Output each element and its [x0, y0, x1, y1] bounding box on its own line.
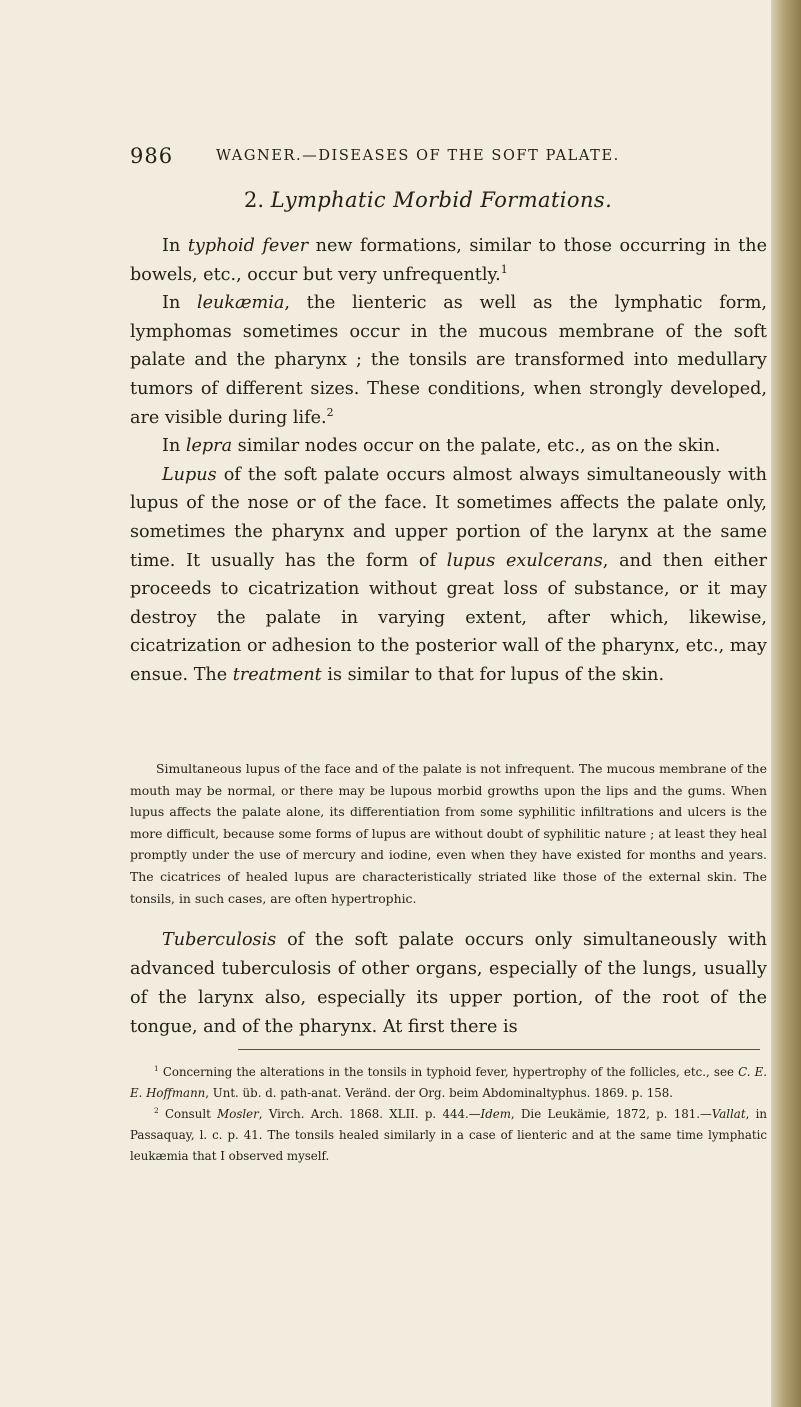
page-edge-shadow — [771, 0, 801, 1407]
paragraph-lepra — [130, 432, 767, 461]
term-lupus: Lupus — [162, 464, 217, 485]
text-run: Concerning the alterations in the tonsils in typhoid fever, hypertrophy of the follicles, etc., see — [158, 1065, 739, 1079]
text-run: In — [162, 293, 197, 314]
section-number: 2. — [244, 188, 265, 212]
running-head: WAGNER.—DISEASES OF THE SOFT PALATE. — [216, 148, 620, 164]
term-leukaemia: leukæmia — [196, 293, 285, 314]
term-tuberculosis: Tuberculosis — [162, 930, 277, 950]
text-run: is similar to that for lupus of the skin. — [321, 664, 665, 685]
text-run: In — [162, 436, 186, 457]
text-run: , in Passaquay, l. c. p. 41. The tonsils healed similarly in a case of lienteric and at the same time lymphatic leukæmia that I observed myself. — [130, 1107, 767, 1163]
footnote-2 — [130, 1104, 767, 1167]
term-treatment: treatment — [232, 664, 322, 685]
small-print-note — [130, 758, 767, 909]
text-run: , and then either proceeds to cicatrization without great loss of substance, or it may destroy the palate in varying extent, after which, likewise, cicatrization or adhesion to the posterior wall of the pharynx, etc., may ensue. The — [130, 550, 767, 685]
text-run: , Unt. üb. d. path-anat. Veränd. der Org. beim Abdominaltyphus. 1869. p. 158. — [205, 1086, 673, 1100]
footnote-ref-2[interactable]: 2 — [326, 405, 334, 419]
text-run: similar nodes occur on the palate, etc., as on the skin. — [232, 436, 721, 457]
small-print-paragraph: Simultaneous lupus of the face and of the palate is not infrequent. The mucous membrane of the mouth may be normal, or there may be lupous morbid growths upon the lips and the gums. When lupus affects the palate alone, its differentiation from some syphilitic infiltrations and ulcers is the more difficult, because some forms of lupus are without doubt of syphilitic nature ; at least they heal promptly under the use of mercury and iodine, even when they have existed for months and years. The cicatrices of healed lupus are characteristically striated like those of the external skin. The tonsils, in such cases, are often hypertrophic. — [130, 761, 767, 906]
text-run: In — [162, 236, 188, 256]
footnotes — [130, 1062, 767, 1167]
author-name: C. E. E. Hoffmann — [130, 1065, 767, 1100]
footnote-divider — [238, 1049, 760, 1050]
term-lupus-exulcerans: lupus exulcerans — [446, 550, 603, 571]
text-run: new formations, similar to those occurring in the bowels, etc., occur but very unfrequently. — [130, 236, 768, 285]
paragraph-typhoid — [130, 232, 767, 289]
text-run: of the soft palate occurs almost always simultaneously with lupus of the nose or of the face. It sometimes affects the palate only, sometimes the pharynx and upper portion of the larynx at the same time. It usually has the form of — [130, 464, 767, 571]
text-run: , the lienteric as well as the lymphatic form, lymphomas sometimes occur in the mucous membrane of the soft palate and the pharynx ; the tonsils are transformed into medullary tumors of different sizes. These conditions, when strongly developed, are visible during life. — [130, 293, 767, 428]
section-heading — [244, 188, 764, 212]
term-lepra: lepra — [185, 436, 233, 457]
footnote-mark-1: 1 — [154, 1064, 159, 1074]
footnote-mark-2: 2 — [154, 1106, 159, 1116]
section-title: Lymphatic Morbid Formations. — [270, 188, 613, 212]
page-header — [130, 144, 730, 170]
footnote-1 — [130, 1062, 767, 1104]
paragraph-leukaemia — [130, 289, 767, 432]
text-run: , Die Leukämie, 1872, p. 181.— — [510, 1107, 712, 1121]
text-run: of the soft palate occurs only simultaneously with advanced tuberculosis of other organs, especially of the lungs, usually of the larynx also, especially its upper portion, of the root of the tongue, and of the pharynx. At first there is — [130, 930, 767, 1037]
footnote-ref-1[interactable]: 1 — [500, 262, 508, 276]
author-name: Idem — [480, 1107, 511, 1121]
paragraph-lupus — [130, 461, 767, 690]
text-run: , Virch. Arch. 1868. XLII. p. 444.— — [258, 1107, 481, 1121]
main-text-block-2 — [130, 926, 767, 1042]
term-typhoid-fever: typhoid fever — [187, 236, 309, 256]
main-text-block — [130, 232, 767, 690]
paragraph-tuberculosis — [130, 926, 767, 1042]
page-number: 986 — [130, 144, 174, 168]
author-name: Mosler — [217, 1107, 259, 1121]
author-name: Vallat — [711, 1107, 746, 1121]
text-run: Consult — [158, 1107, 218, 1121]
